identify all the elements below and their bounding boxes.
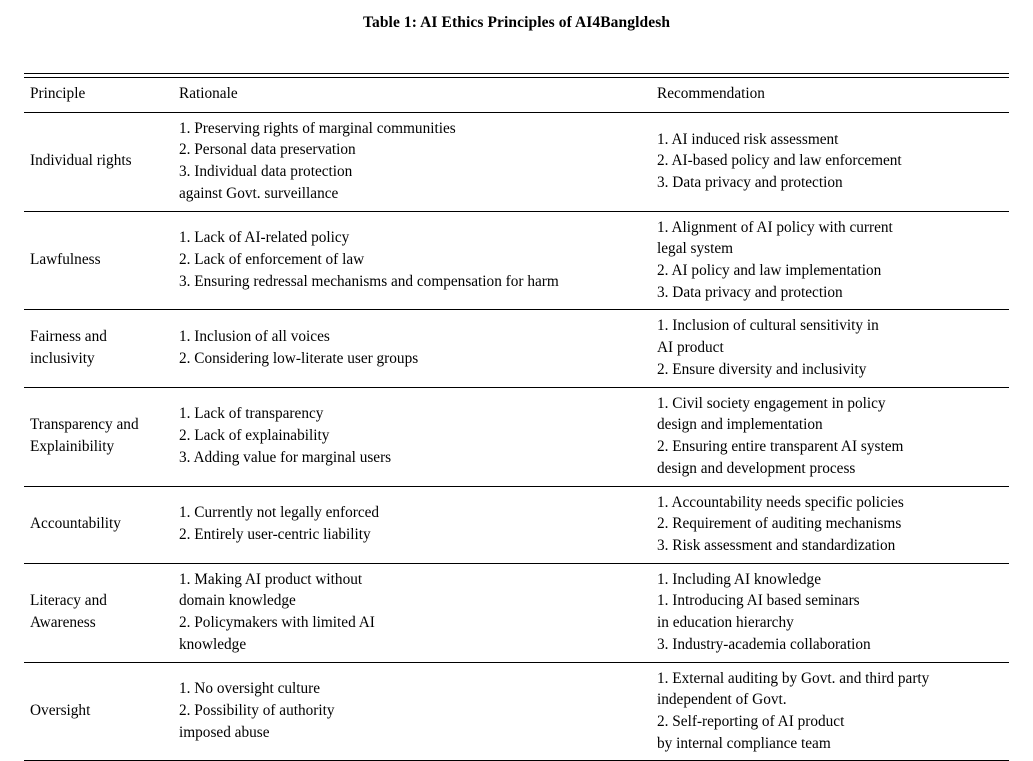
rationale-line: imposed abuse	[179, 723, 270, 741]
rationale-line: 1. Preserving rights of marginal communities	[179, 119, 456, 137]
cell-principle	[24, 563, 179, 662]
recommendation-line: 1. Accountability needs specific policies	[657, 493, 904, 511]
table-header-row	[24, 78, 1009, 112]
rationale-line: 1. No oversight culture	[179, 680, 321, 698]
rationale-line: 1. Making AI product without	[179, 570, 363, 588]
cell-principle	[24, 310, 179, 387]
ethics-principles-table	[24, 78, 1009, 760]
recommendation-line: independent of Govt.	[657, 691, 787, 709]
table-body	[24, 78, 1009, 760]
recommendation-line: 3. Industry-academia collaboration	[657, 635, 871, 653]
rationale-line: 3. Ensuring redressal mechanisms and compensation for harm	[179, 272, 559, 290]
principle-line: Oversight	[30, 702, 91, 720]
recommendation-line: by internal compliance team	[657, 734, 831, 752]
recommendation-line: 1. AI induced risk assessment	[657, 130, 839, 148]
table-row	[24, 486, 1009, 563]
rationale-line: knowledge	[179, 635, 247, 653]
cell-rationale	[179, 486, 657, 563]
principle-line: Individual rights	[30, 152, 132, 170]
rationale-line: 1. Lack of transparency	[179, 405, 324, 423]
rationale-line: 2. Considering low-literate user groups	[179, 350, 419, 368]
recommendation-line: 1. Civil society engagement in policy	[657, 394, 886, 412]
recommendation-line: design and development process	[657, 459, 856, 477]
rationale-line: 2. Entirely user-centric liability	[179, 526, 371, 544]
recommendation-line: 3. Risk assessment and standardization	[657, 536, 896, 554]
table-row	[24, 563, 1009, 662]
table-row	[24, 112, 1009, 211]
cell-principle	[24, 486, 179, 563]
rationale-line: 1. Currently not legally enforced	[179, 504, 380, 522]
rationale-line: 2. Lack of enforcement of law	[179, 251, 365, 269]
rationale-line: 1. Inclusion of all voices	[179, 328, 330, 346]
recommendation-line: 1. Including AI knowledge	[657, 570, 821, 588]
recommendation-line: 1. Alignment of AI policy with current	[657, 218, 893, 236]
recommendation-line: 1. External auditing by Govt. and third party	[657, 669, 930, 687]
recommendation-line: AI product	[657, 339, 724, 357]
recommendation-line: 2. Ensure diversity and inclusivity	[657, 360, 867, 378]
header-label-rationale: Rationale	[179, 85, 238, 102]
top-rule-outer	[24, 73, 1009, 74]
cell-recommendation	[657, 662, 1009, 760]
cell-recommendation	[657, 486, 1009, 563]
recommendation-line: 1. Inclusion of cultural sensitivity in	[657, 317, 879, 335]
recommendation-line: 3. Data privacy and protection	[657, 174, 843, 192]
cell-rationale	[179, 563, 657, 662]
recommendation-line: 1. Introducing AI based seminars	[657, 592, 860, 610]
cell-rationale	[179, 387, 657, 486]
recommendation-line: 2. AI-based policy and law enforcement	[657, 152, 902, 170]
recommendation-line: 3. Data privacy and protection	[657, 283, 843, 301]
rationale-line: 2. Possibility of authority	[179, 702, 335, 720]
cell-principle	[24, 112, 179, 211]
principle-line: Awareness	[30, 614, 96, 632]
principle-line: Literacy and	[30, 592, 107, 610]
rationale-line: 3. Adding value for marginal users	[179, 448, 392, 466]
cell-rationale	[179, 662, 657, 760]
cell-principle	[24, 387, 179, 486]
cell-rationale	[179, 112, 657, 211]
cell-rationale	[179, 310, 657, 387]
principle-line: Accountability	[30, 515, 121, 533]
cell-principle	[24, 211, 179, 310]
header-cell-principle	[24, 78, 179, 112]
recommendation-line: 2. Ensuring entire transparent AI system	[657, 438, 904, 456]
rationale-line: against Govt. surveillance	[179, 184, 339, 202]
recommendation-line: 2. Self-reporting of AI product	[657, 712, 845, 730]
principle-line: Explainibility	[30, 438, 115, 456]
cell-recommendation	[657, 310, 1009, 387]
recommendation-line: in education hierarchy	[657, 614, 794, 632]
table-row	[24, 310, 1009, 387]
header-cell-rationale	[179, 78, 657, 112]
cell-recommendation	[657, 112, 1009, 211]
header-cell-recommendation	[657, 78, 1009, 112]
rationale-line: 3. Individual data protection	[179, 163, 353, 181]
rationale-line: 2. Lack of explainability	[179, 427, 330, 445]
header-label-principle: Principle	[30, 85, 86, 102]
cell-recommendation	[657, 387, 1009, 486]
header-label-recommendation: Recommendation	[657, 85, 765, 102]
principle-line: Transparency and	[30, 416, 139, 434]
recommendation-line: 2. Requirement of auditing mechanisms	[657, 515, 902, 533]
principle-line: Lawfulness	[30, 251, 101, 269]
table-row	[24, 211, 1009, 310]
rationale-line: 1. Lack of AI-related policy	[179, 229, 350, 247]
principle-line: inclusivity	[30, 350, 95, 368]
cell-principle	[24, 662, 179, 760]
rationale-line: domain knowledge	[179, 592, 296, 610]
table-row	[24, 387, 1009, 486]
recommendation-line: 2. AI policy and law implementation	[657, 262, 882, 280]
cell-recommendation	[657, 211, 1009, 310]
table-caption: Table 1: AI Ethics Principles of AI4Bangldesh	[362, 14, 671, 31]
cell-rationale	[179, 211, 657, 310]
principle-line: Fairness and	[30, 328, 107, 346]
recommendation-line: design and implementation	[657, 416, 823, 434]
table-page	[0, 14, 1033, 752]
table-row	[24, 662, 1009, 760]
rationale-line: 2. Policymakers with limited AI	[179, 614, 375, 632]
table-container	[24, 32, 1009, 761]
rationale-line: 2. Personal data preservation	[179, 141, 356, 159]
recommendation-line: legal system	[657, 240, 734, 258]
cell-recommendation	[657, 563, 1009, 662]
